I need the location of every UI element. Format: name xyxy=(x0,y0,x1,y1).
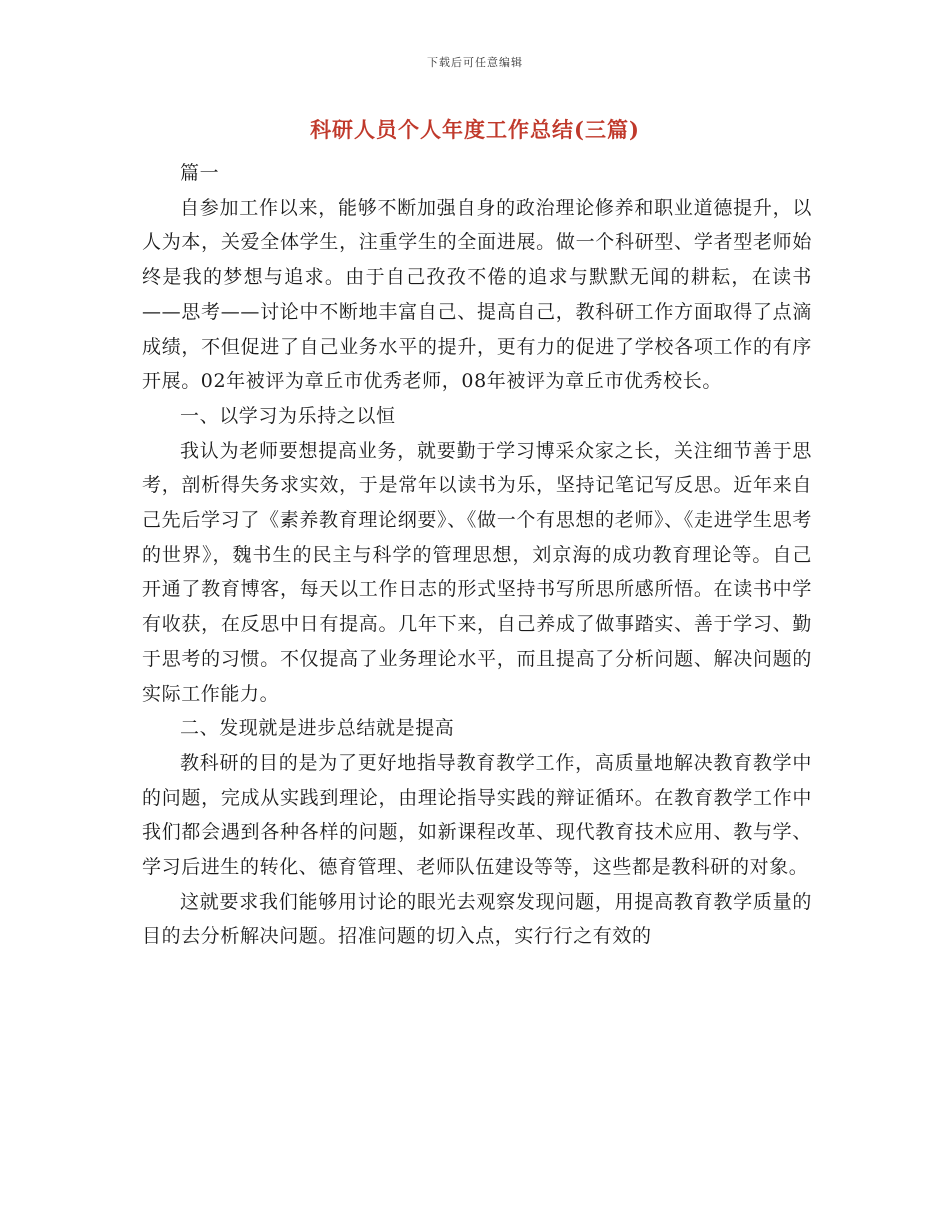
section-label: 篇一 xyxy=(180,162,220,184)
body-paragraph: 这就要求我们能够用讨论的眼光去观察发现问题，用提高教育教学质量的目的去分析解决问题。招准问题的切入点，实行行之有效的 xyxy=(142,890,812,948)
section-heading: 二、发现就是进步总结就是提高 xyxy=(180,717,455,740)
document-body xyxy=(142,156,812,954)
body-paragraph: 我认为老师要想提高业务，就要勤于学习博采众家之长，关注细节善于思考，剖析得失务求实效，于是常年以读书为乐，坚持记笔记写反思。近年来自己先后学习了《素养教育理论纲要》、《做一个有思想的老师》、《走进学生思考的世界》，魏书生的民主与科学的管理思想，刘京海的成功教育理论等。自己开通了教育博客，每天以工作日志的形式坚持书写所思所感所悟。在读书中学有收获，在反思中日有提高。几年下来，自己养成了做事踏实、善于学习、勤于思考的习惯。不仅提高了业务理论水平，而且提高了分析问题、解决问题的实际工作能力。 xyxy=(142,439,812,705)
section-heading: 一、以学习为乐持之以恒 xyxy=(180,404,396,427)
document-title: 科研人员个人年度工作总结(三篇) xyxy=(310,117,640,142)
body-paragraph: 教科研的目的是为了更好地指导教育教学工作，高质量地解决教育教学中的问题，完成从实践到理论，由理论指导实践的辩证循环。在教育教学工作中我们都会遇到各种各样的问题，如新课程改革、现代教育技术应用、教与学、学习后进生的转化、德育管理、老师队伍建设等等，这些都是教科研的对象。 xyxy=(142,751,812,879)
header-note: 下载后可任意编辑 xyxy=(427,56,523,69)
body-paragraph: 自参加工作以来，能够不断加强自身的政治理论修养和职业道德提升，以人为本，关爱全体学生，注重学生的全面进展。做一个科研型、学者型老师始终是我的梦想与追求。由于自己孜孜不倦的追求与默默无闻的耕耘，在读书——思考——讨论中不断地丰富自己、提高自己，教科研工作方面取得了点滴成绩，不但促进了自己业务水平的提升，更有力的促进了学校各项工作的有序开展。02年被评为章丘市优秀老师，08年被评为章丘市优秀校长。 xyxy=(142,196,812,393)
